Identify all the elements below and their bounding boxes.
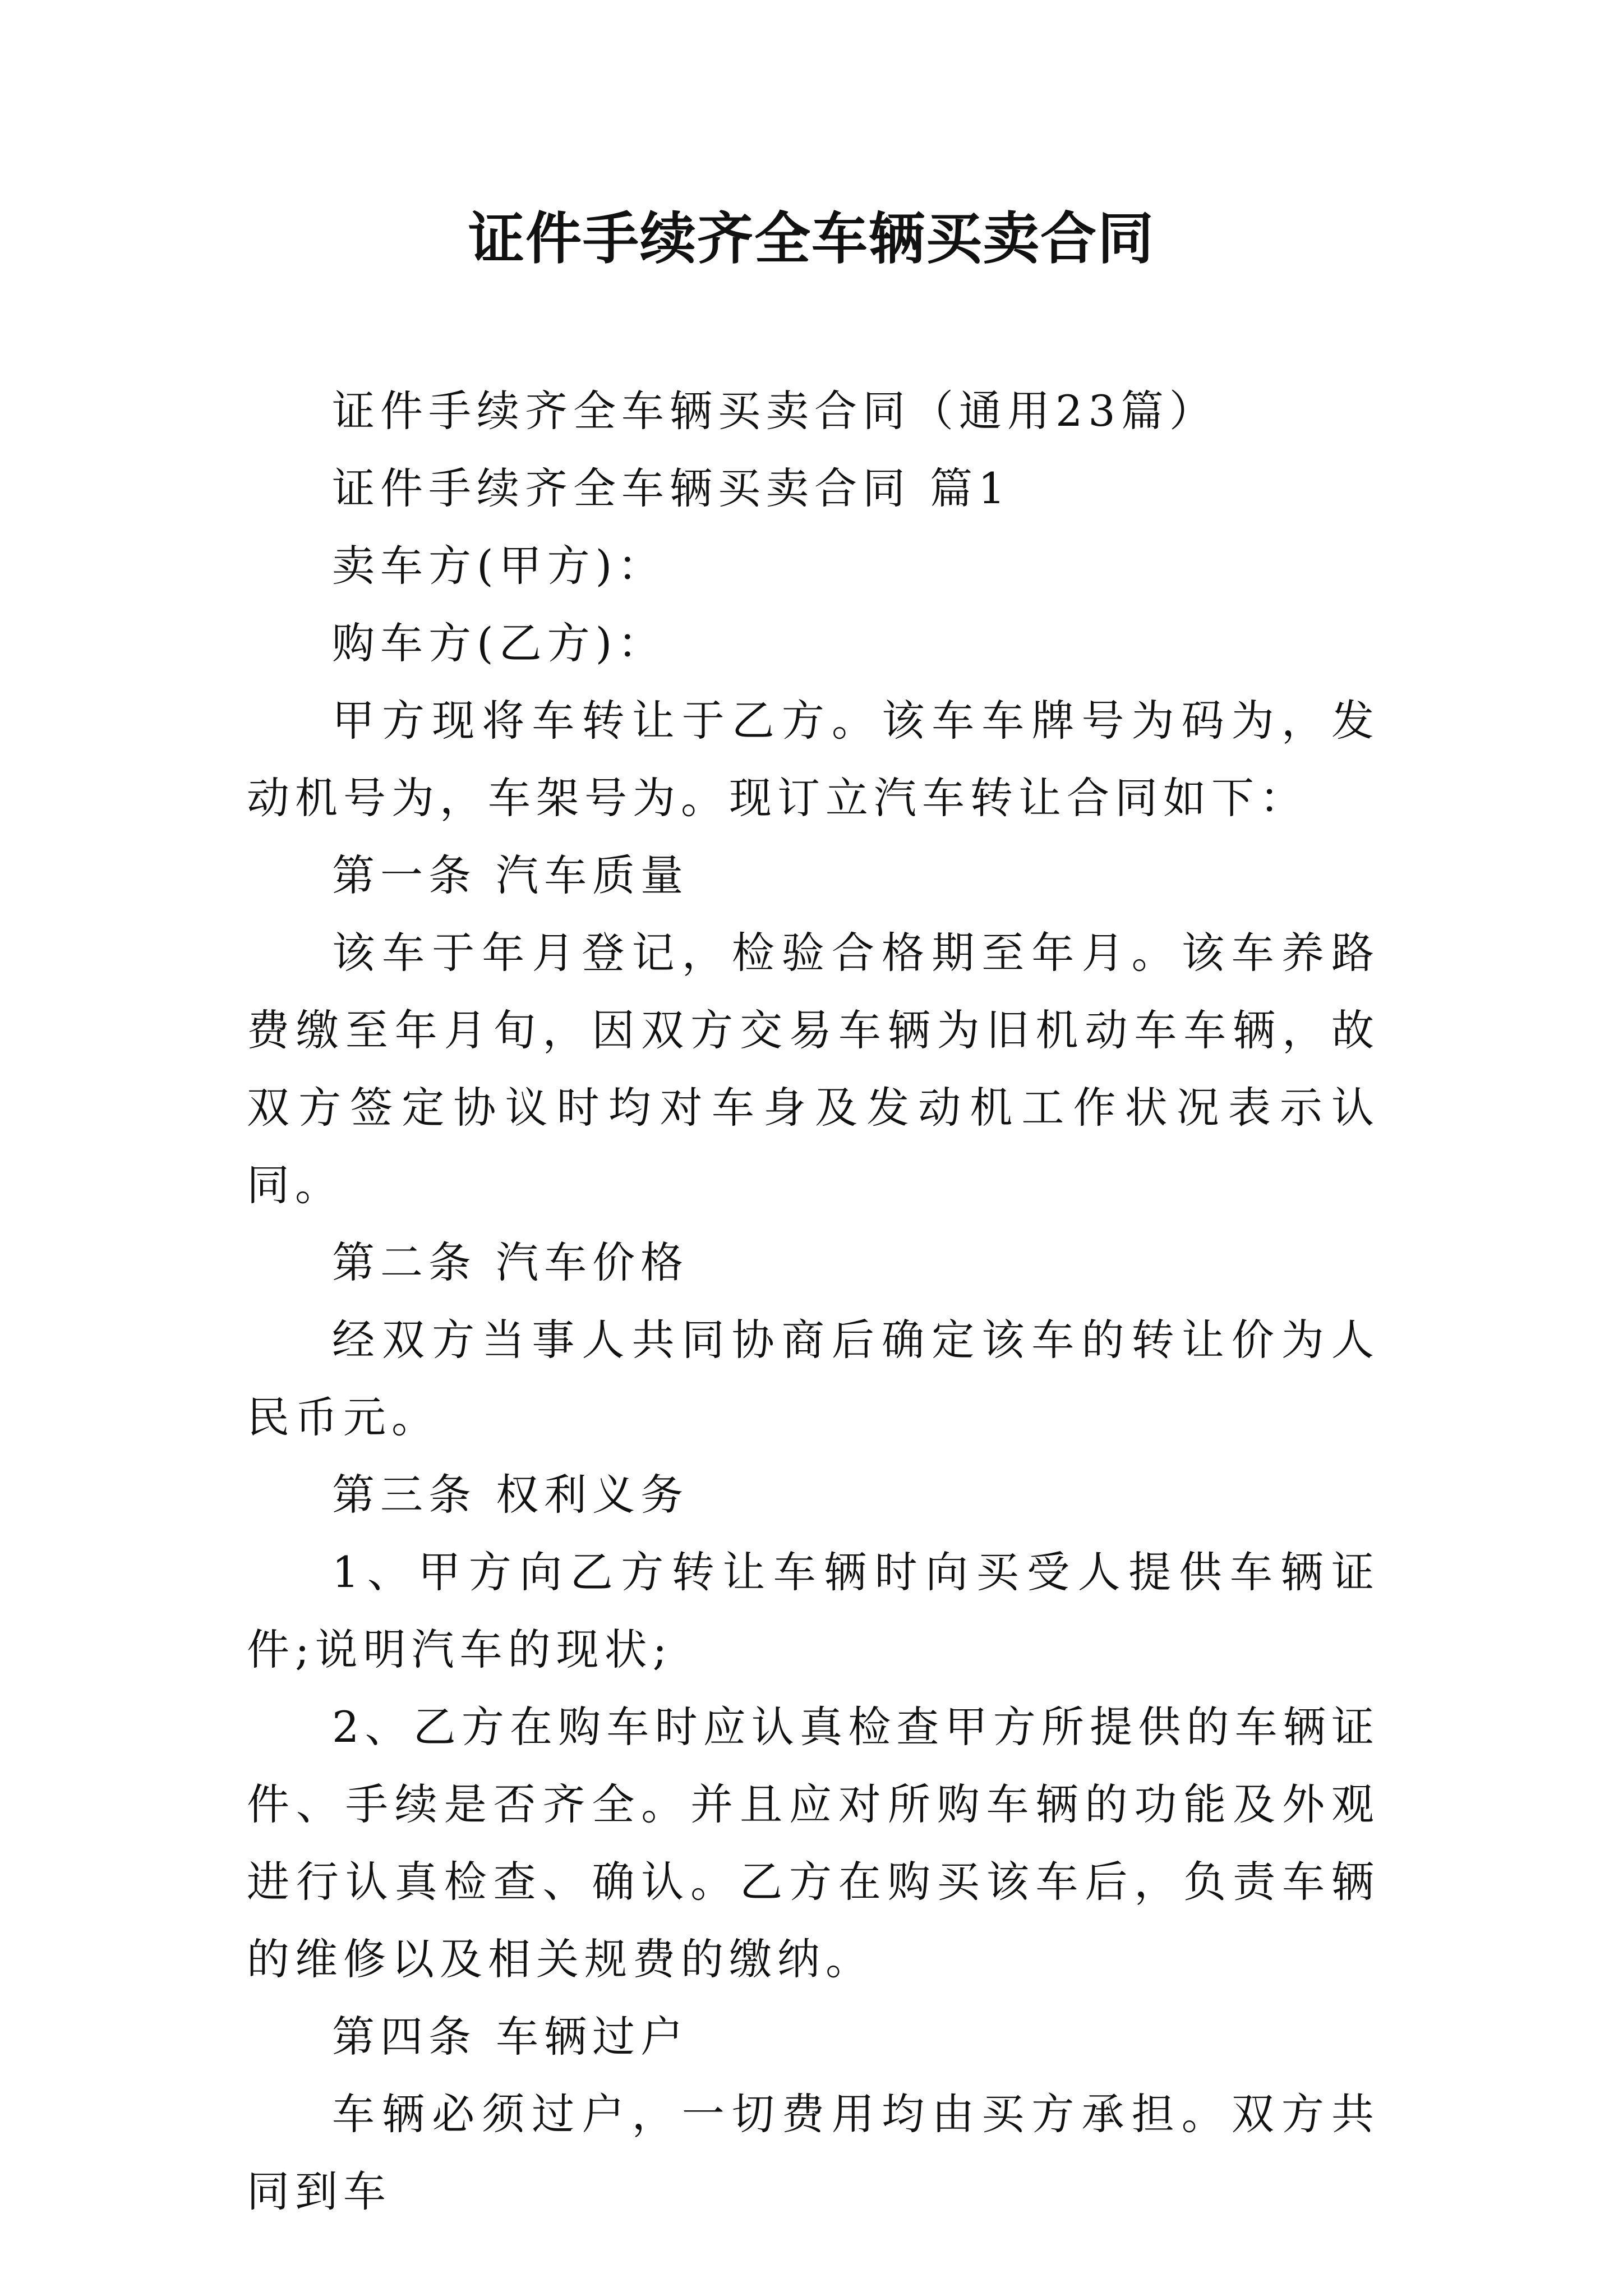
article-text-4: 车辆必须过户，一切费用均由买方承担。双方共同到车 bbox=[247, 2089, 1380, 2216]
article-heading-2: 第二条 汽车价格 bbox=[332, 1237, 689, 1287]
article-heading-1: 第一条 汽车质量 bbox=[332, 850, 689, 900]
article-text-1: 该车于年月登记，检验合格期至年月。该车养路费缴至年月旬，因双方交易车辆为旧机动车车辆，故双方签定协议时均对车身及发动机工作状况表示认同。 bbox=[247, 928, 1380, 1210]
paragraph-intro: 甲方现将车转让于乙方。该车车牌号为码为，发动机号为，车架号为。现订立汽车转让合同如下： bbox=[247, 696, 1380, 823]
paragraph-contract-heading: 证件手续齐全车辆买卖合同 篇1 bbox=[332, 463, 1011, 513]
article-item-1: 1、甲方向乙方转让车辆时向买受人提供车辆证件;说明汽车的现状; bbox=[247, 1547, 1380, 1674]
paragraph-seller: 卖车方(甲方)： bbox=[332, 541, 666, 591]
article-heading-4: 第四条 车辆过户 bbox=[332, 2012, 689, 2062]
article-text-2: 经双方当事人共同协商后确定该车的转让价为人民币元。 bbox=[247, 1315, 1380, 1442]
article-heading-3: 第三条 权利义务 bbox=[332, 1470, 689, 1520]
document-body bbox=[247, 372, 1380, 2230]
paragraph-buyer: 购车方(乙方)： bbox=[332, 618, 666, 668]
document-title: 证件手续齐全车辆买卖合同 bbox=[468, 205, 1155, 272]
article-item-2: 2、乙方在购车时应认真检查甲方所提供的车辆证件、手续是否齐全。并且应对所购车辆的功能及外观进行认真检查、确认。乙方在购买该车后，负责车辆的维修以及相关规费的缴纳。 bbox=[247, 1702, 1380, 1984]
paragraph-collection-title: 证件手续齐全车辆买卖合同（通用23篇） bbox=[332, 386, 1218, 436]
